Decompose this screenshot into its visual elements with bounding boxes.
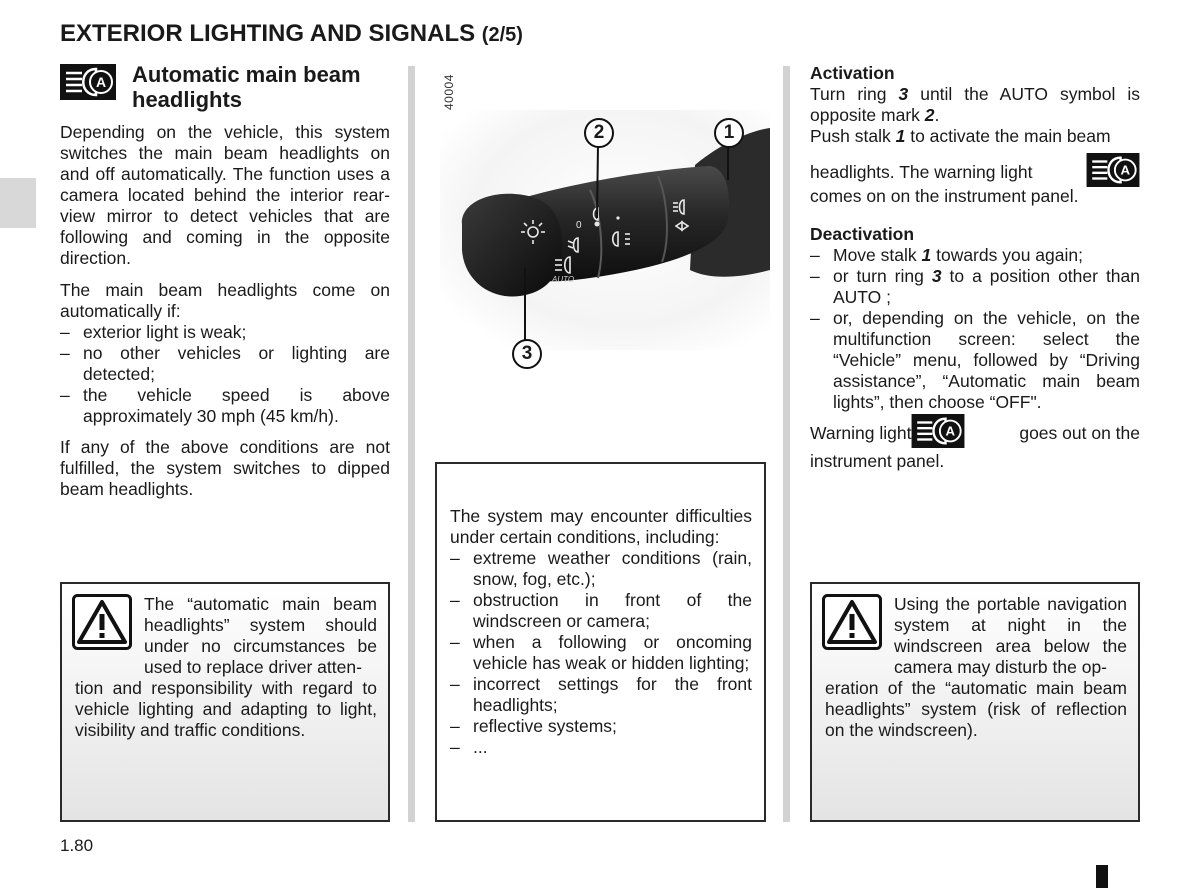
list-item: – Move stalk 1 towards you again; [810, 245, 1140, 266]
warning-lead: Using the portable navigation system at night in the windscreen area below the camera may disturb the op- [894, 594, 1127, 677]
stalk-illustration [440, 110, 770, 364]
list-item: – exterior light is weak; [60, 322, 390, 343]
callout-2: 2 [584, 118, 614, 148]
fallback-paragraph: If any of the above conditions are not fulfilled, the system switches to dipped beam headlights. [60, 437, 390, 499]
page-title-part: (2/5) [481, 24, 523, 46]
list-item: – extreme weather conditions (rain, snow, fog, etc.); [450, 548, 752, 590]
svg-text:A: A [95, 74, 107, 90]
warning-rest: eration of the “automatic main beam headlights” system (risk of reflection on the windscreen). [825, 678, 1127, 740]
conditions-list [60, 322, 390, 427]
section-title [132, 62, 390, 112]
column-rule-right [783, 66, 790, 822]
list-item: – no other vehicles or lighting are detected; [60, 343, 390, 385]
list-item: – incorrect settings for the front headlights; [450, 674, 752, 716]
activation-step-1: Turn ring 3 until the AUTO symbol is opposite mark 2. [810, 84, 1140, 125]
page-title [60, 20, 523, 49]
conditions-block [60, 280, 390, 427]
activation-section [810, 63, 1140, 207]
list-item: – or, depending on the vehicle, on the multifunction screen: select the “Vehicle” menu, followed by “Driving assistance”, “Automatic main beam lights”, then choose “OFF". [810, 308, 1140, 413]
section-heading [60, 62, 390, 112]
figure-id: 40004 [442, 74, 456, 110]
warning-triangle-icon [822, 594, 882, 650]
list-item: – obstruction in front of the windscreen or camera; [450, 590, 752, 632]
list-item: – reflective systems; [450, 716, 752, 737]
warning-box-left [60, 582, 390, 822]
column-rule-left [408, 66, 415, 822]
deactivation-heading: Deactivation [810, 224, 915, 244]
auto-main-beam-icon [1086, 153, 1140, 192]
svg-text:A: A [1120, 162, 1131, 178]
page-title-text: EXTERIOR LIGHTING AND SIGNALS [60, 20, 476, 47]
warning-box-right [810, 582, 1140, 822]
callout-3: 3 [512, 339, 542, 369]
auto-main-beam-icon [911, 414, 965, 453]
section-title-line1: Automatic main beam [132, 62, 361, 87]
page-number: 1.80 [60, 836, 94, 855]
page-edge-marker [1096, 865, 1108, 888]
limitations-content [450, 506, 752, 758]
svg-text:0: 0 [576, 220, 582, 231]
warning-lead: The “automatic main beam headlights” system should under no circumstances be used to replace driver atten- [144, 594, 377, 677]
warning-light-off [810, 414, 1140, 453]
activation-step-2: Push stalk 1 to activate the main beam [810, 126, 1111, 146]
list-item: – the vehicle speed is above approximately 30 mph (45 km/h). [60, 385, 390, 427]
svg-text:A: A [945, 423, 956, 439]
warning-triangle-icon [72, 594, 132, 650]
callout-1: 1 [714, 118, 744, 148]
list-item: – ... [450, 737, 752, 758]
intro-paragraph: Depending on the vehicle, this system switches the main beam headlights on and off automatically. The function uses a camera located behind the interior rear-view mirror to detect vehicles that are following and coming in the opposite direction. [60, 122, 390, 268]
deactivation-list [810, 245, 1140, 413]
list-item: – or turn ring 3 to a position other than AUTO ; [810, 266, 1140, 308]
chapter-tab [0, 178, 36, 228]
list-item: – when a following or oncoming vehicle has weak or hidden lighting; [450, 632, 752, 674]
limitations-box [435, 462, 766, 822]
auto-main-beam-icon [60, 64, 116, 105]
activation-heading: Activation [810, 63, 895, 83]
svg-text:AUTO: AUTO [552, 275, 575, 284]
activation-step-3: headlights. The warning light A [810, 153, 1140, 192]
warning-light-text-b1: goes out on the [1019, 423, 1140, 443]
warning-rest: tion and responsibility with regard to vehicle lighting and adapting to light, visibility and traffic conditions. [75, 678, 377, 740]
warning-light-text-a: Warning light [810, 423, 912, 443]
limitations-intro: The system may encounter difficulties under certain conditions, including: [450, 506, 752, 547]
limitations-list [450, 548, 752, 758]
activation-step-3b: comes on on the instrument panel. [810, 186, 1079, 206]
deactivation-section [810, 224, 1140, 413]
warning-light-text-b: instrument panel. [810, 451, 945, 471]
section-title-line2: headlights [132, 87, 243, 112]
conditions-intro: The main beam headlights come on automatically if: [60, 280, 390, 321]
